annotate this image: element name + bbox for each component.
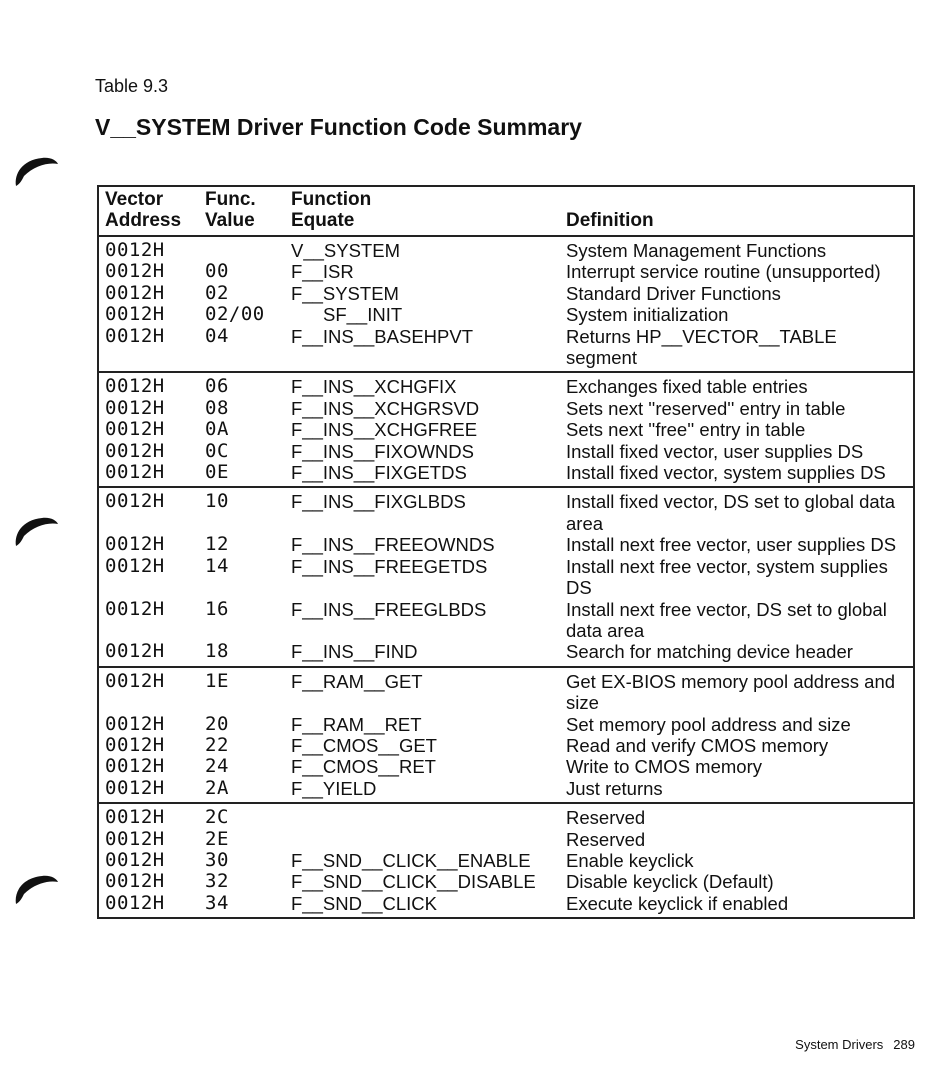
cell-func-value: 22 [205,733,229,756]
cell-definition: Read and verify CMOS memory [566,734,829,756]
cell-func-value: 2A [205,776,229,799]
table-row [98,304,914,325]
table-row [98,778,914,803]
binder-hole-mark [12,512,60,550]
cell-vector-address: 0012H [105,375,165,398]
cell-function-equate: F__RAM__GET [291,670,423,692]
cell-function-equate: F__INS__XCHGFIX [291,376,457,398]
cell-func-value: 00 [205,260,229,283]
cell-function-equate: V__SYSTEM [291,240,400,261]
table-row [98,419,914,440]
cell-definition: Reserved [566,807,646,829]
table-row [98,850,914,871]
table-group [98,236,914,372]
cell-definition: Reserved [566,828,646,850]
table-row [98,599,914,642]
cell-vector-address: 0012H [105,640,165,663]
binder-hole-mark [12,870,60,908]
table-row [98,441,914,462]
table-row [98,667,914,714]
cell-func-value: 14 [205,554,229,577]
table-row [98,487,914,534]
cell-func-value: 0E [205,461,229,484]
cell-definition: Enable keyclick [566,849,694,871]
cell-function-equate: F__SND__CLICK__DISABLE [291,871,536,893]
cell-function-equate: F__SYSTEM [291,282,399,304]
table-row [98,534,914,555]
cell-vector-address: 0012H [105,396,165,419]
cell-definition: Set memory pool address and size [566,713,851,735]
cell-func-value: 34 [205,891,229,914]
cell-definition: Returns HP__VECTOR__TABLE segment [566,325,837,369]
table-title: V__SYSTEM Driver Function Code Summary [95,114,582,140]
cell-function-equate: F__INS__XCHGFREE [291,419,478,441]
cell-func-value: 32 [205,870,229,893]
cell-vector-address: 0012H [105,324,165,347]
cell-vector-address: 0012H [105,733,165,756]
table-group [98,667,914,803]
cell-vector-address: 0012H [105,848,165,871]
page-footer [795,1037,915,1052]
table-row [98,398,914,419]
cell-func-value: 24 [205,755,229,778]
cell-function-equate: F__RAM__RET [291,713,422,735]
cell-vector-address: 0012H [105,755,165,778]
table-row [98,829,914,850]
page-number: 289 [893,1037,915,1052]
cell-func-value: 0A [205,418,229,441]
table-row [98,803,914,828]
cell-func-value: 2C [205,806,229,829]
cell-vector-address: 0012H [105,712,165,735]
cell-func-value: 18 [205,640,229,663]
function-code-table [97,185,915,919]
header-vector-address: Vector Address [98,186,199,236]
cell-vector-address: 0012H [105,806,165,829]
cell-func-value: 06 [205,375,229,398]
cell-vector-address: 0012H [105,439,165,462]
cell-func-value: 30 [205,848,229,871]
cell-definition: Disable keyclick (Default) [566,871,774,893]
cell-vector-address: 0012H [105,891,165,914]
cell-function-equate [285,803,560,828]
cell-func-value: 10 [205,490,229,513]
cell-definition: Just returns [566,777,663,799]
cell-function-equate: F__INS__FREEGETDS [291,555,488,577]
cell-definition: Standard Driver Functions [566,282,781,304]
cell-function-equate: F__CMOS__GET [291,734,437,756]
cell-function-equate: F__INS__BASEHPVT [291,325,473,347]
table-row [98,556,914,599]
table-caption: Table 9.3 [95,76,169,96]
footer-section: System Drivers [795,1037,884,1052]
cell-function-equate: F__YIELD [291,777,377,799]
cell-definition: Interrupt service routine (unsupported) [566,261,881,283]
cell-func-value [199,236,285,261]
cell-func-value: 02/00 [205,303,265,326]
cell-definition: Install next free vector, DS set to global data area [566,598,887,641]
cell-func-value: 02 [205,281,229,304]
cell-definition: Write to CMOS memory [566,756,762,778]
header-func-value: Func. Value [199,186,285,236]
cell-vector-address: 0012H [105,554,165,577]
cell-vector-address: 0012H [105,597,165,620]
cell-vector-address: 0012H [105,870,165,893]
cell-definition: Install fixed vector, system supplies DS [566,462,886,484]
cell-vector-address: 0012H [105,239,165,261]
cell-vector-address: 0012H [105,827,165,850]
cell-definition: Install next free vector, user supplies DS [566,534,897,556]
table-group [98,372,914,487]
cell-function-equate: F__ISR [291,261,354,283]
table-row [98,326,914,373]
table-row [98,756,914,777]
cell-func-value: 16 [205,597,229,620]
table-row [98,641,914,666]
cell-function-equate: F__INS__FREEOWNDS [291,534,495,556]
cell-func-value: 04 [205,324,229,347]
cell-function-equate: F__INS__FIXOWNDS [291,440,474,462]
header-function-equate: Function Equate [285,186,560,236]
cell-vector-address: 0012H [105,461,165,484]
cell-vector-address: 0012H [105,533,165,556]
table-header [98,186,914,236]
cell-function-equate: F__SND__CLICK__ENABLE [291,849,531,871]
cell-definition: Execute keyclick if enabled [566,892,789,914]
table-row [98,735,914,756]
cell-function-equate: F__INS__FIXGLBDS [291,491,466,513]
table-row [98,283,914,304]
table-group [98,803,914,918]
cell-definition: Exchanges fixed table entries [566,376,808,398]
cell-vector-address: 0012H [105,490,165,513]
binder-hole-mark [12,152,60,190]
cell-definition: System Management Functions [566,240,827,261]
table-row [98,893,914,918]
table-group [98,487,914,666]
cell-func-value: 20 [205,712,229,735]
cell-function-equate: F__SND__CLICK [291,892,438,914]
cell-function-equate: F__INS__FIND [291,641,418,663]
table-row [98,714,914,735]
cell-vector-address: 0012H [105,669,165,692]
cell-func-value: 2E [205,827,229,850]
cell-function-equate: F__CMOS__RET [291,756,436,778]
cell-vector-address: 0012H [105,303,165,326]
cell-function-equate: SF__INIT [323,304,403,326]
cell-function-equate: F__INS__FREEGLBDS [291,598,487,620]
cell-definition: Get EX-BIOS memory pool address and size [566,670,896,714]
cell-function-equate: F__INS__XCHGRSVD [291,397,480,419]
cell-func-value: 0C [205,439,229,462]
cell-definition: Sets next ''free'' entry in table [566,419,806,441]
cell-definition: Install fixed vector, DS set to global data area [566,491,896,534]
header-definition: Definition [560,186,914,236]
cell-vector-address: 0012H [105,418,165,441]
cell-function-equate: F__INS__FIXGETDS [291,462,467,484]
table-row [98,462,914,487]
cell-func-value: 08 [205,396,229,419]
table-row [98,236,914,261]
cell-func-value: 1E [205,669,229,692]
table-row [98,871,914,892]
cell-definition: Install fixed vector, user supplies DS [566,440,864,462]
table-row [98,261,914,282]
cell-func-value: 12 [205,533,229,556]
cell-definition: System initialization [566,304,729,326]
cell-vector-address: 0012H [105,260,165,283]
cell-definition: Install next free vector, system supplies DS [566,555,888,599]
cell-function-equate [285,829,560,850]
cell-vector-address: 0012H [105,281,165,304]
cell-definition: Search for matching device header [566,641,853,663]
table-row [98,372,914,397]
cell-definition: Sets next ''reserved'' entry in table [566,397,846,419]
cell-vector-address: 0012H [105,776,165,799]
